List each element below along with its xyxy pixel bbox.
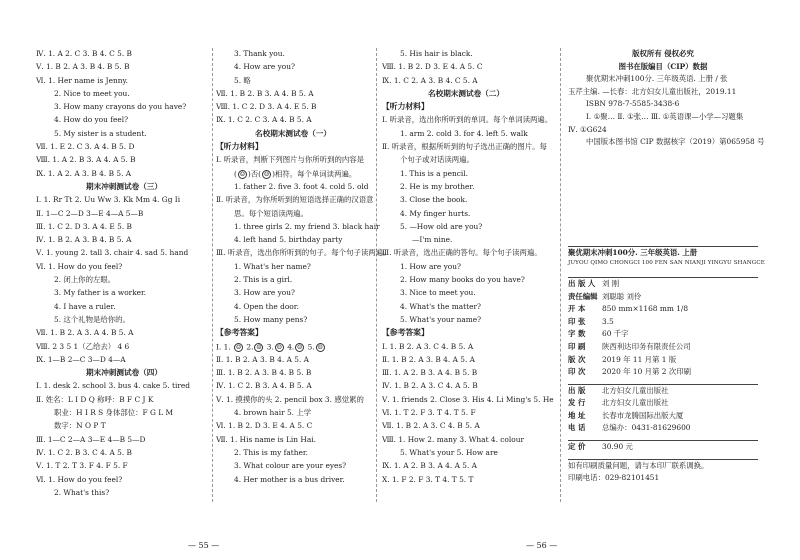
answer-line: 1. What's her name? [234,261,311,271]
answer-line: Ⅶ. 1. B 2. B 3. A 4. B 5. A [216,88,314,98]
pub-label: 印 刷 [568,341,586,351]
answer-line: Ⅶ. 1. His name is Lin Hai. [216,434,316,444]
answer-line: Ⅶ. 1. B 2. A 3. C 4. B 5. A [382,421,480,431]
pub-row [568,343,758,356]
answer-line: 中国版本图书馆 CIP 数据核字（2019）第065958 号 [586,137,765,147]
pub-row [568,318,758,331]
answer-line: Ⅸ. 1—B 2—C 3—D 4—A [36,354,126,364]
answer-line: Ⅴ. 1. friends 2. Close 3. His 4. Li Ming's 5. He [382,394,554,404]
answer-line: Ⅶ. 1. E 2. C 3. A 4. B 5. D [36,142,135,152]
answer-line: 5. 这个礼物是给你的。 [54,314,130,324]
price-row [568,443,758,456]
sub-heading: 【听力材料】 [382,102,429,112]
answer-line: 4. Her mother is a bus driver. [234,474,345,484]
answer-line: 2. This is a girl. [234,275,293,285]
answer-line: 3. Thank you. [234,49,285,58]
pub-label: 版 次 [568,354,586,364]
pub-value: 3.5 [602,316,614,326]
answer-line: 4. Open the door. [234,301,299,311]
faces-answer-label: Ⅰ. 1. [216,342,234,352]
notice-line: 如有印刷质量问题，请与本印厂联系调换。 [568,460,709,470]
answer-line: Ⅳ. 1. B 2. A 3. B 4. B 5. A [36,235,132,245]
pub-row [568,305,758,318]
answer-line: 1. This is a pencil. [400,168,468,178]
answer-line: Ⅱ. 听录音，根据所听到的句子选出正确的图片。每 [382,142,547,152]
answer-line: Ⅳ. 1. A 2. C 3. B 4. C 5. B [36,49,132,58]
answer-line: Ⅰ. 1. desk 2. school 3. bus 4. cake 5. tired [36,381,191,391]
pub-value: 陕西利达印务有限责任公司 [602,341,691,351]
left-column-divider [212,48,213,502]
answer-line: 1. arm 2. cold 3. for 4. left 5. walk [400,128,528,138]
faces-instruction-line [216,170,370,183]
answer-line: Ⅵ. 1. Her name is Jenny. [36,75,129,85]
smile-face-icon: ☺ [256,343,262,351]
answer-line: Ⅸ. 1. A 2. B 3. A 4. A 5. A [382,461,478,471]
answer-line: Ⅰ. 1. B 2. A 3. C 4. B 5. A [382,341,474,351]
pub-value: 2020 年 10 月第 2 次印刷 [602,367,692,377]
publication-info [568,280,758,381]
answer-line: Ⅰ. 1. Rr Tt 2. Uu Ww 3. Kk Mm 4. Gg Ii [36,195,181,205]
faces-answer-line [216,343,370,356]
pub-label: 印 张 [568,316,586,326]
pub-label: 出 版 [568,385,586,395]
answer-line: 聚优期末冲刺100分. 三年级英语. 上册 / 张 [586,74,728,84]
answer-line: 3. Nice to meet you. [400,288,476,298]
section-heading: 期末冲刺测试卷（四） [86,368,162,378]
pub-value: 850 mm×1168 mm 1/8 [602,304,689,314]
section-heading: 期末冲刺测试卷（三） [86,181,162,191]
answer-line: 职业：H I R S 身体部位：F G L M [54,408,174,418]
answer-line: 4. I have a ruler. [54,301,116,311]
answer-line: 1. father 2. five 3. foot 4. cold 5. old [234,181,369,191]
sub-heading: 【听力材料】 [216,142,263,152]
page-number-left: — 55 — [188,541,220,550]
answer-line: Ⅳ. ①G624 [568,124,607,134]
pub-value: 2019 年 11 月第 1 版 [602,354,677,364]
answer-line: 5. 略 [234,75,251,85]
answer-line: Ⅵ. 1. How do you feel? [36,474,123,484]
section-heading: 名校期末测试卷（一） [255,128,331,138]
answer-line: 5. My sister is a student. [54,128,147,138]
sad-face-icon: ☹ [263,170,270,178]
answer-line: 5. —How old are you? [400,221,483,231]
sad-face-icon: ☹ [276,343,283,351]
copyright-column [568,49,765,487]
answer-line: 3. How are you? [234,288,295,298]
pub-value: 北方妇女儿童出版社 [602,385,669,395]
answer-line: Ⅲ. 听录音，选出正确的答句。每个句子读两遍。 [382,248,542,258]
answer-line: 2. He is my brother. [400,181,475,191]
face-number: 2. [244,342,254,352]
answer-line: ISBN 978-7-5585-3438-6 [586,99,680,109]
smile-face-icon: ☺ [239,170,246,178]
pub-label: 印 次 [568,367,586,377]
pub-label: 出 版 人 [568,278,596,288]
answer-line: 1. three girls 2. my friend 3. black hair [234,221,380,231]
answer-line: 个句子或对话读两遍。 [400,155,474,165]
answer-line: 图书在版编目（CIP）数据 [618,61,708,71]
instruction-tail: )相符。每个单词读两遍。 [272,169,357,179]
bottom-rule [568,459,758,460]
answer-line: 2. Nice to meet you. [54,88,130,98]
answer-line: Ⅴ. 1. 摸摸你的头 2. pencil box 3. 感觉累的 [216,394,364,404]
answer-line: Ⅰ. 听录音，判断下列图片与你所听到的内容是 [216,155,365,165]
answer-line: Ⅹ. 1. F 2. F 3. T 4. T 5. T [382,474,474,484]
answer-line: Ⅷ. 1. C 2. D 3. A 4. E 5. B [216,102,317,112]
answer-line: 思。每个短语读两遍。 [234,208,308,218]
answer-line: Ⅵ. 1. B 2. D 3. E 4. A 5. C [216,421,313,431]
pub-value: 60 千字 [602,329,629,339]
answer-line: Ⅷ. 1. How 2. many 3. What 4. colour [382,434,524,444]
right-column-divider [560,48,561,502]
price-rule [568,440,758,441]
answer-line: Ⅷ. 1. B 2. D 3. E 4. A 5. C [382,62,483,72]
answer-line: 2. What's this? [54,487,110,497]
sad-face-icon: ☹ [317,343,323,351]
sub-heading: 【参考答案】 [216,328,263,338]
answer-line: Ⅱ. 1—C 2—D 3—E 4—A 5—B [36,208,144,218]
pub-value: 刘 刚 [602,278,620,288]
answer-line: Ⅳ. 1. C 2. B 3. C 4. A 5. B [36,447,132,457]
pub-label: 开 本 [568,304,586,314]
pub-row [568,399,758,412]
answer-line: 4. What's the matter? [400,301,481,311]
pub-label: 责任编辑 [568,291,598,301]
answer-line: Ⅳ. 1. C 2. B 3. A 4. B 5. A [216,381,312,391]
answer-line: 3. What colour are your eyes? [234,461,347,471]
title-rule [568,246,758,247]
page-number-right: — 56 — [526,541,558,550]
answer-line: Ⅰ. ①聚… Ⅱ. ①张… Ⅲ. ①英语课—小学—习题集 [586,111,744,121]
pub-row [568,424,758,437]
answer-line: Ⅴ. 1. T 2. T 3. F 4. F 5. F [36,461,128,471]
answer-line: 5. What's your name? [400,314,482,324]
phone-line: 印刷电话：029-82101451 [568,473,660,483]
answer-line: Ⅲ. 1. B 2. A 3. B 4. B 5. B [216,368,312,378]
answer-line: 版权所有 侵权必究 [632,49,694,58]
pub-label: 发 行 [568,398,586,408]
answer-line: 数字：N O P T [54,421,106,431]
answer-line: 4. How do you feel? [54,115,129,125]
pub-rule-2 [568,384,758,385]
answer-line: Ⅲ. 1—C 2—A 3—E 4—B 5—D [36,434,146,444]
answer-line: 3. Close the book. [400,195,468,205]
section-heading: 名校期末测试卷（二） [428,88,504,98]
answer-column-1 [36,50,212,502]
answer-line: 4. left hand 5. birthday party [234,235,343,245]
pub-rule [568,277,758,278]
paren-or: )否( [247,169,262,179]
price-label: 定 价 [568,442,586,452]
answer-line: Ⅳ. 1. B 2. A 3. C 4. A 5. B [382,381,478,391]
paren-open: ( [234,169,237,179]
answer-line: Ⅷ. 2 3 5 1（乙给去） 4 6 [36,341,130,351]
pub-value: 总编办：0431-81629600 [602,423,691,433]
pub-label: 电 话 [568,423,586,433]
answer-line: Ⅴ. 1. young 2. tall 3. chair 4. sad 5. hand [36,248,189,258]
answer-line: 5. How many pens? [234,314,308,324]
answer-column-3 [382,49,554,489]
smile-face-icon: ☺ [297,343,303,351]
answer-line: 2. 闭上你的左眼。 [54,275,116,285]
answer-line: Ⅵ. 1. How do you feel? [36,261,123,271]
book-pinyin: JUYOU QIMO CHONGCI 100 FEN SAN NIANJI YINGYU SHANGCE [568,260,765,267]
pub-row [568,368,758,381]
answer-line: 4. How are you? [234,62,295,72]
answer-line: Ⅲ. 1. A 2. B 3. A 4. B 5. B [382,368,478,378]
answer-line: —I'm nine. [412,235,453,245]
pub-row [568,280,758,293]
cip-block [568,49,765,151]
answer-line: Ⅱ. 听录音，为你所听到的短语选择正确的汉语意 [216,195,374,205]
answer-line: Ⅸ. 1. A 2. A 3. B 4. B 5. A [36,168,132,178]
book-title: 聚优期末冲刺100分. 三年级英语. 上册 [568,247,698,257]
face-number: 3. [264,342,274,352]
answer-line: 1. How are you? [400,261,461,271]
answer-line: Ⅰ. 听录音，选出你所听到的单词。每个单词读两遍。 [382,115,553,125]
answer-line: 3. My father is a worker. [54,288,147,298]
answer-line: 3. How many crayons do you have? [54,102,187,112]
publisher-info [568,387,758,437]
answer-line: 2. This is my father. [234,447,308,457]
spine-divider [376,48,377,502]
answer-line: Ⅲ. 1. C 2. D 3. A 4. E 5. B [36,221,132,231]
pub-value: 北方妇女儿童出版社 [602,398,669,408]
answer-line: Ⅶ. 1. B 2. A 3. A 4. B 5. A [36,328,134,338]
answer-line: 玉芹主编. —长春：北方妇女儿童出版社，2019.11 [568,86,737,96]
price-value: 30.90 元 [602,442,633,452]
pub-value: 长春市龙腾国际出版大厦 [602,410,684,420]
answer-line: 5. His hair is black. [400,49,473,58]
answer-column-2 [216,49,391,489]
face-number: 5. [305,342,315,352]
pub-value: 刘聪聪 刘伶 [602,291,642,301]
answer-line: 5. What's your 5. How are [400,447,498,457]
answer-line: 4. brown hair 5. 上学 [234,408,312,418]
answer-line: 2. How many books do you have? [400,275,525,285]
sub-heading: 【参考答案】 [382,328,429,338]
answer-line: Ⅱ. 1. B 2. A 3. B 4. A 5. A [382,354,475,364]
pub-label: 地 址 [568,410,586,420]
answer-line: Ⅱ. 姓名：L I D Q 称呼：B F C J K [36,394,154,404]
answer-line: 4. My finger hurts. [400,208,471,218]
answer-line: Ⅵ. 1. T 2. F 3. T 4. T 5. F [382,408,476,418]
answer-line: Ⅱ. 1. B 2. A 3. B 4. A 5. A [216,354,309,364]
answer-line: Ⅸ. 1. C 2. A 3. B 4. C 5. A [382,75,478,85]
face-number: 4. [284,342,295,352]
answer-line: Ⅲ. 听录音，选出你所听到的句子。每个句子读两遍。 [216,248,391,258]
smile-face-icon: ☺ [235,343,242,351]
answer-line: Ⅷ. 1. A 2. B 3. A 4. A 5. B [36,155,136,165]
pub-label: 字 数 [568,329,586,339]
answer-line: Ⅸ. 1. C 2. C 3. A 4. B 5. A [216,115,312,125]
answer-line: Ⅴ. 1. B 2. A 3. B 4. B 5. B [36,62,130,72]
